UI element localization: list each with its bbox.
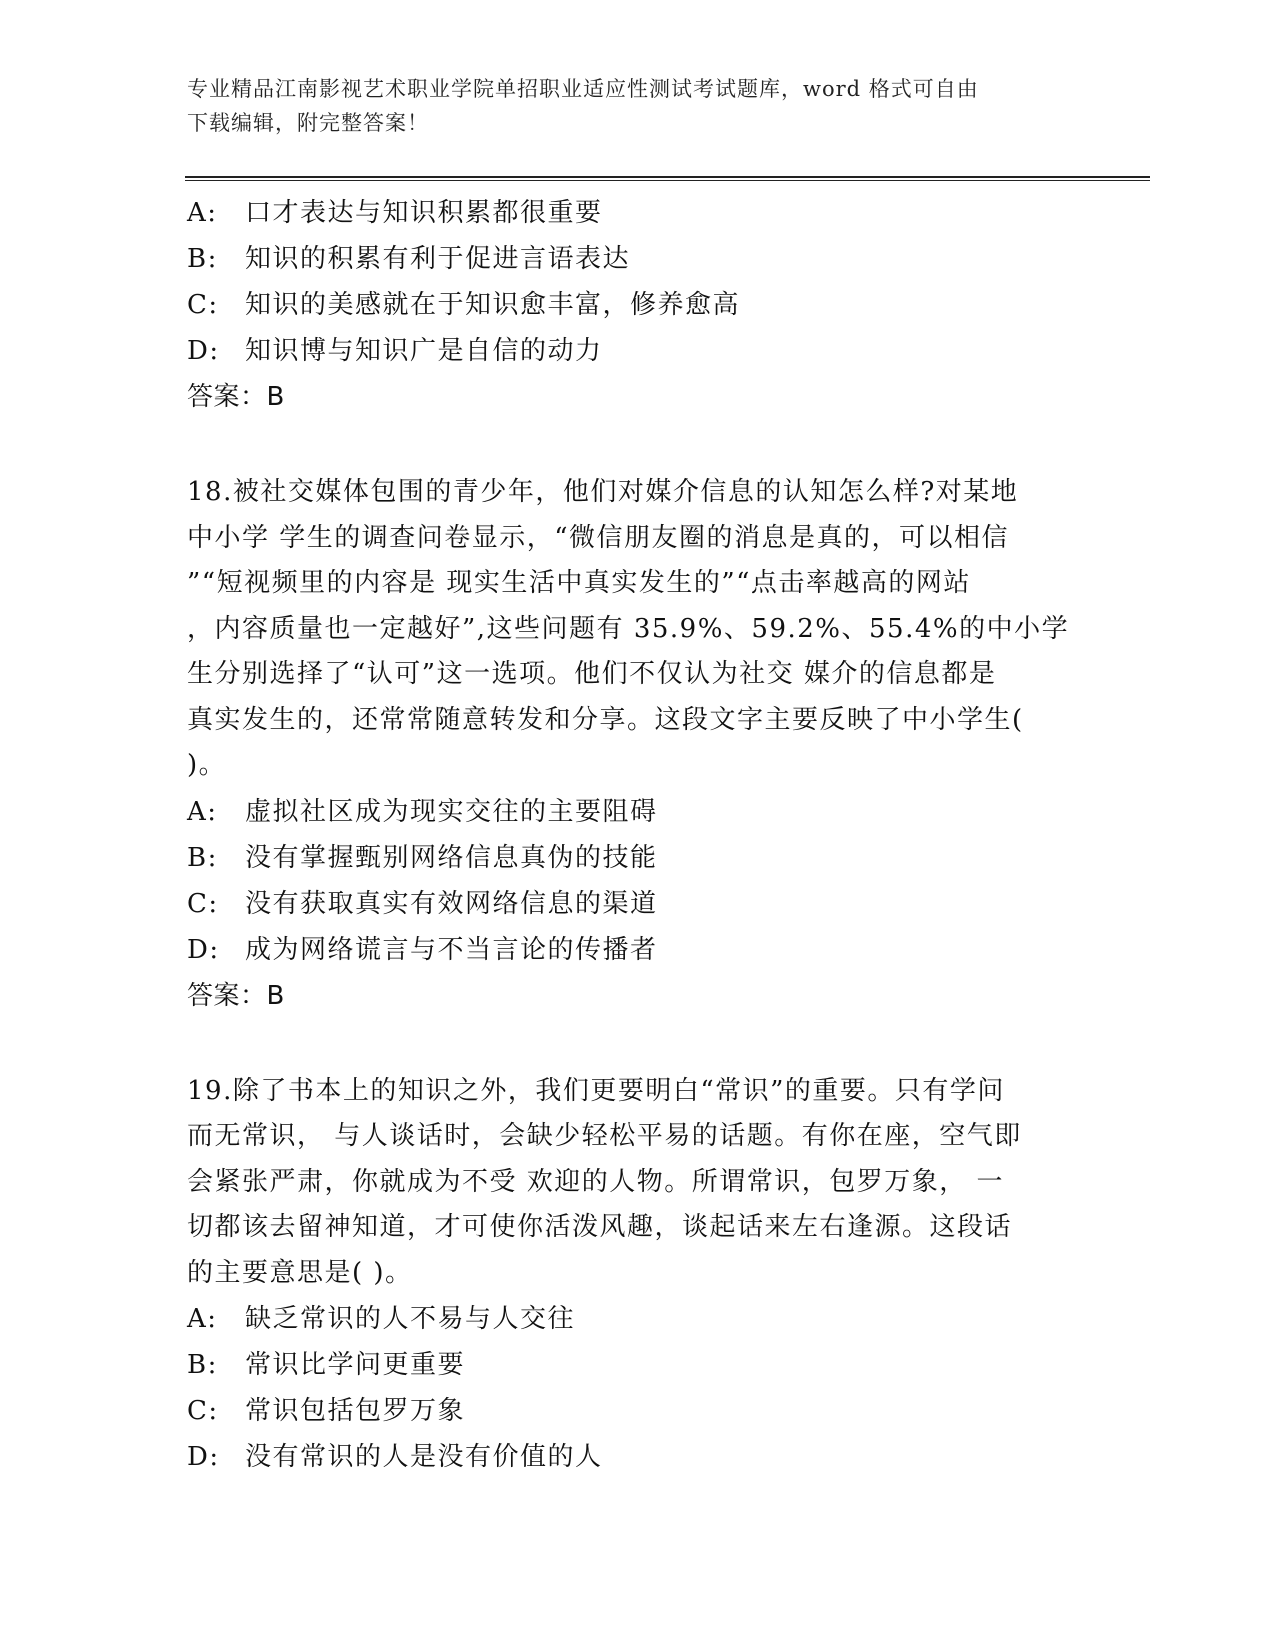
header-line-1: 专业精品江南影视艺术职业学院单招职业适应性测试考试题库，word 格式可自由 (187, 77, 979, 101)
document-header (187, 72, 1067, 140)
option-c: C: 知识的美感就在于知识愈丰富，修养愈高 (187, 290, 741, 320)
option-d: D: 没有常识的人是没有价值的人 (187, 1442, 603, 1472)
question-18-stem: 18.被社交媒体包围的青少年，他们对媒介信息的认知怎么样?对某地 中小学 学生的调查问卷显示，“微信朋友圈的消息是真的，可以相信 ”“短视频里的内容是 现实生活中真实发生的”“点击率越高的网站 ，内容质量也一定越好”,这些问题有 35.9%、59.2%、55.4%的中小学 生分别选择了“认可”这一选项。他们不仅认为社交 媒介的信息都是 真实发生的，还常常随意转发和分享。这段文字主要反映了中小学生( )。 (187, 477, 1070, 780)
option-d: D: 知识博与知识广是自信的动力 (187, 336, 603, 366)
option-b: B: 没有掌握甄别网络信息真伪的技能 (187, 842, 658, 873)
option-b: B: 常识比学问更重要 (187, 1350, 466, 1380)
question-content (187, 190, 1087, 1480)
header-divider (185, 176, 1150, 182)
option-b: B: 知识的积累有利于促进言语表达 (187, 244, 631, 274)
option-a: A: 缺乏常识的人不易与人交往 (187, 1304, 576, 1334)
option-c: C: 常识包括包罗万象 (187, 1396, 466, 1426)
answer-label: 答案：B (187, 980, 285, 1011)
answer-label: 答案：B (187, 382, 285, 412)
option-d: D: 成为网络谎言与不当言论的传播者 (187, 934, 658, 965)
option-a: A: 口才表达与知识积累都很重要 (187, 198, 603, 228)
prev-question-options (187, 190, 1087, 374)
question-18-options (187, 789, 1087, 973)
header-line-2: 下载编辑，附完整答案！ (187, 111, 429, 135)
question-19-stem: 19.除了书本上的知识之外，我们更要明白“常识”的重要。只有学问 而无常识， 与人谈话时，会缺少轻松平易的话题。有你在座，空气即 会紧张严肃，你就成为不受 欢迎的人物。所谓常识，包罗万象， 一 切都该去留神知道，才可使你活泼风趣，谈起话来左右逢源。这段话 的主要意思是( )。 (187, 1075, 1022, 1288)
option-a: A: 虚拟社区成为现实交往的主要阻碍 (187, 796, 658, 827)
question-19-options (187, 1296, 1087, 1480)
option-c: C: 没有获取真实有效网络信息的渠道 (187, 888, 658, 919)
